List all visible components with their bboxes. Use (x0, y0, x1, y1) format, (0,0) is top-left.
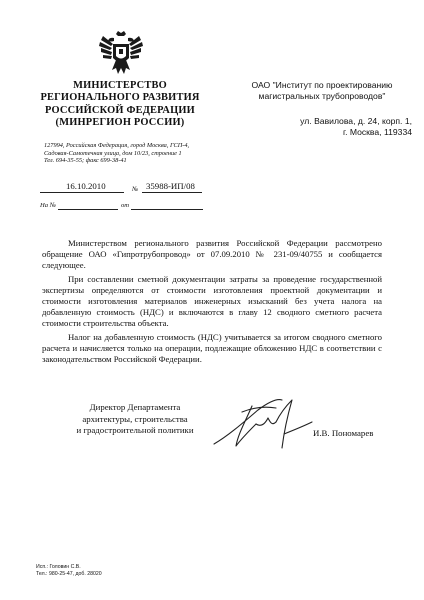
signer-position-line-1: Директор Департамента (89, 402, 181, 412)
reply-from-label: от (121, 202, 130, 209)
signer-position-line-3: и градостроительной политики (76, 425, 194, 436)
body-paragraph-2: При составлении сметной документации затраты за проведение государственной экспертизы определяются от стоимости изготовления проектной документации и стоимости изготовления материалов инженерных изысканий без учета налога на добавленную стоимость (НДС) и включаются в главу 12 сводного сметного расчета стоимости строительства объекта. (42, 273, 382, 329)
recipient-org-line-2: магистральных трубопроводов" (258, 91, 386, 101)
letter-body (42, 238, 382, 367)
coat-of-arms-emblem (98, 30, 144, 78)
executor-info (36, 564, 102, 579)
handwritten-signature (206, 392, 316, 452)
ministry-line-4: (МИНРЕГИОН РОССИИ) (55, 116, 185, 128)
signer-name: И.В. Пономарев (313, 428, 374, 438)
sender-address-line-2: Садовая-Самотечная улица, дом 10/23, строение 1 (44, 149, 182, 157)
sender-address (44, 142, 228, 165)
reply-number-underline (58, 209, 118, 210)
ministry-line-2: РЕГИОНАЛЬНОГО РАЗВИТИЯ (40, 92, 200, 104)
ministry-line-3: РОССИЙСКОЙ ФЕДЕРАЦИИ (45, 104, 195, 116)
reply-label: На № (40, 202, 56, 209)
ministry-name (8, 80, 232, 129)
document-date: 16.10.2010 (66, 181, 106, 191)
signer-position-line-2: архитектуры, строительства (82, 413, 188, 424)
reply-date-underline (131, 209, 203, 210)
recipient-address-line-1: ул. Вавилова, д. 24, корп. 1, (300, 116, 412, 126)
recipient-address (232, 116, 412, 138)
sender-address-line-1: 127994, Российская Федерация, город Москва, ГСП-4, (44, 142, 190, 149)
body-paragraph-3: Налог на добавленную стоимость (НДС) учитывается за итогом сводного сметного расчета и начисляется только на операции, подлежащие обложению НДС в соответствии с законодательством Российской Федерации. (42, 331, 382, 365)
document-number: 35988-ИП/08 (146, 181, 195, 191)
sender-address-line-3: Тел. 694-35-55; факс 699-38-41 (44, 157, 127, 165)
number-underline (142, 192, 202, 193)
signer-position (55, 402, 215, 437)
ministry-line-1: МИНИСТЕРСТВО (73, 80, 167, 91)
date-underline (40, 192, 124, 193)
executor-name: Исп.: Головин С.В. (36, 564, 81, 570)
recipient-organization (232, 80, 412, 102)
recipient-address-line-2: г. Москва, 119334 (342, 127, 412, 137)
number-sign: № (132, 186, 139, 193)
executor-phone: Тел.: 980-25-47, доб. 28020 (36, 571, 102, 578)
recipient-org-line-1: ОАО "Институт по проектированию (251, 80, 393, 90)
body-paragraph-1: Министерством регионального развития Российской Федерации рассмотрено обращение ОАО «Гипротрубопровод» от 07.09.2010 № 231-09/40755 и сообщается следующее. (42, 238, 382, 271)
